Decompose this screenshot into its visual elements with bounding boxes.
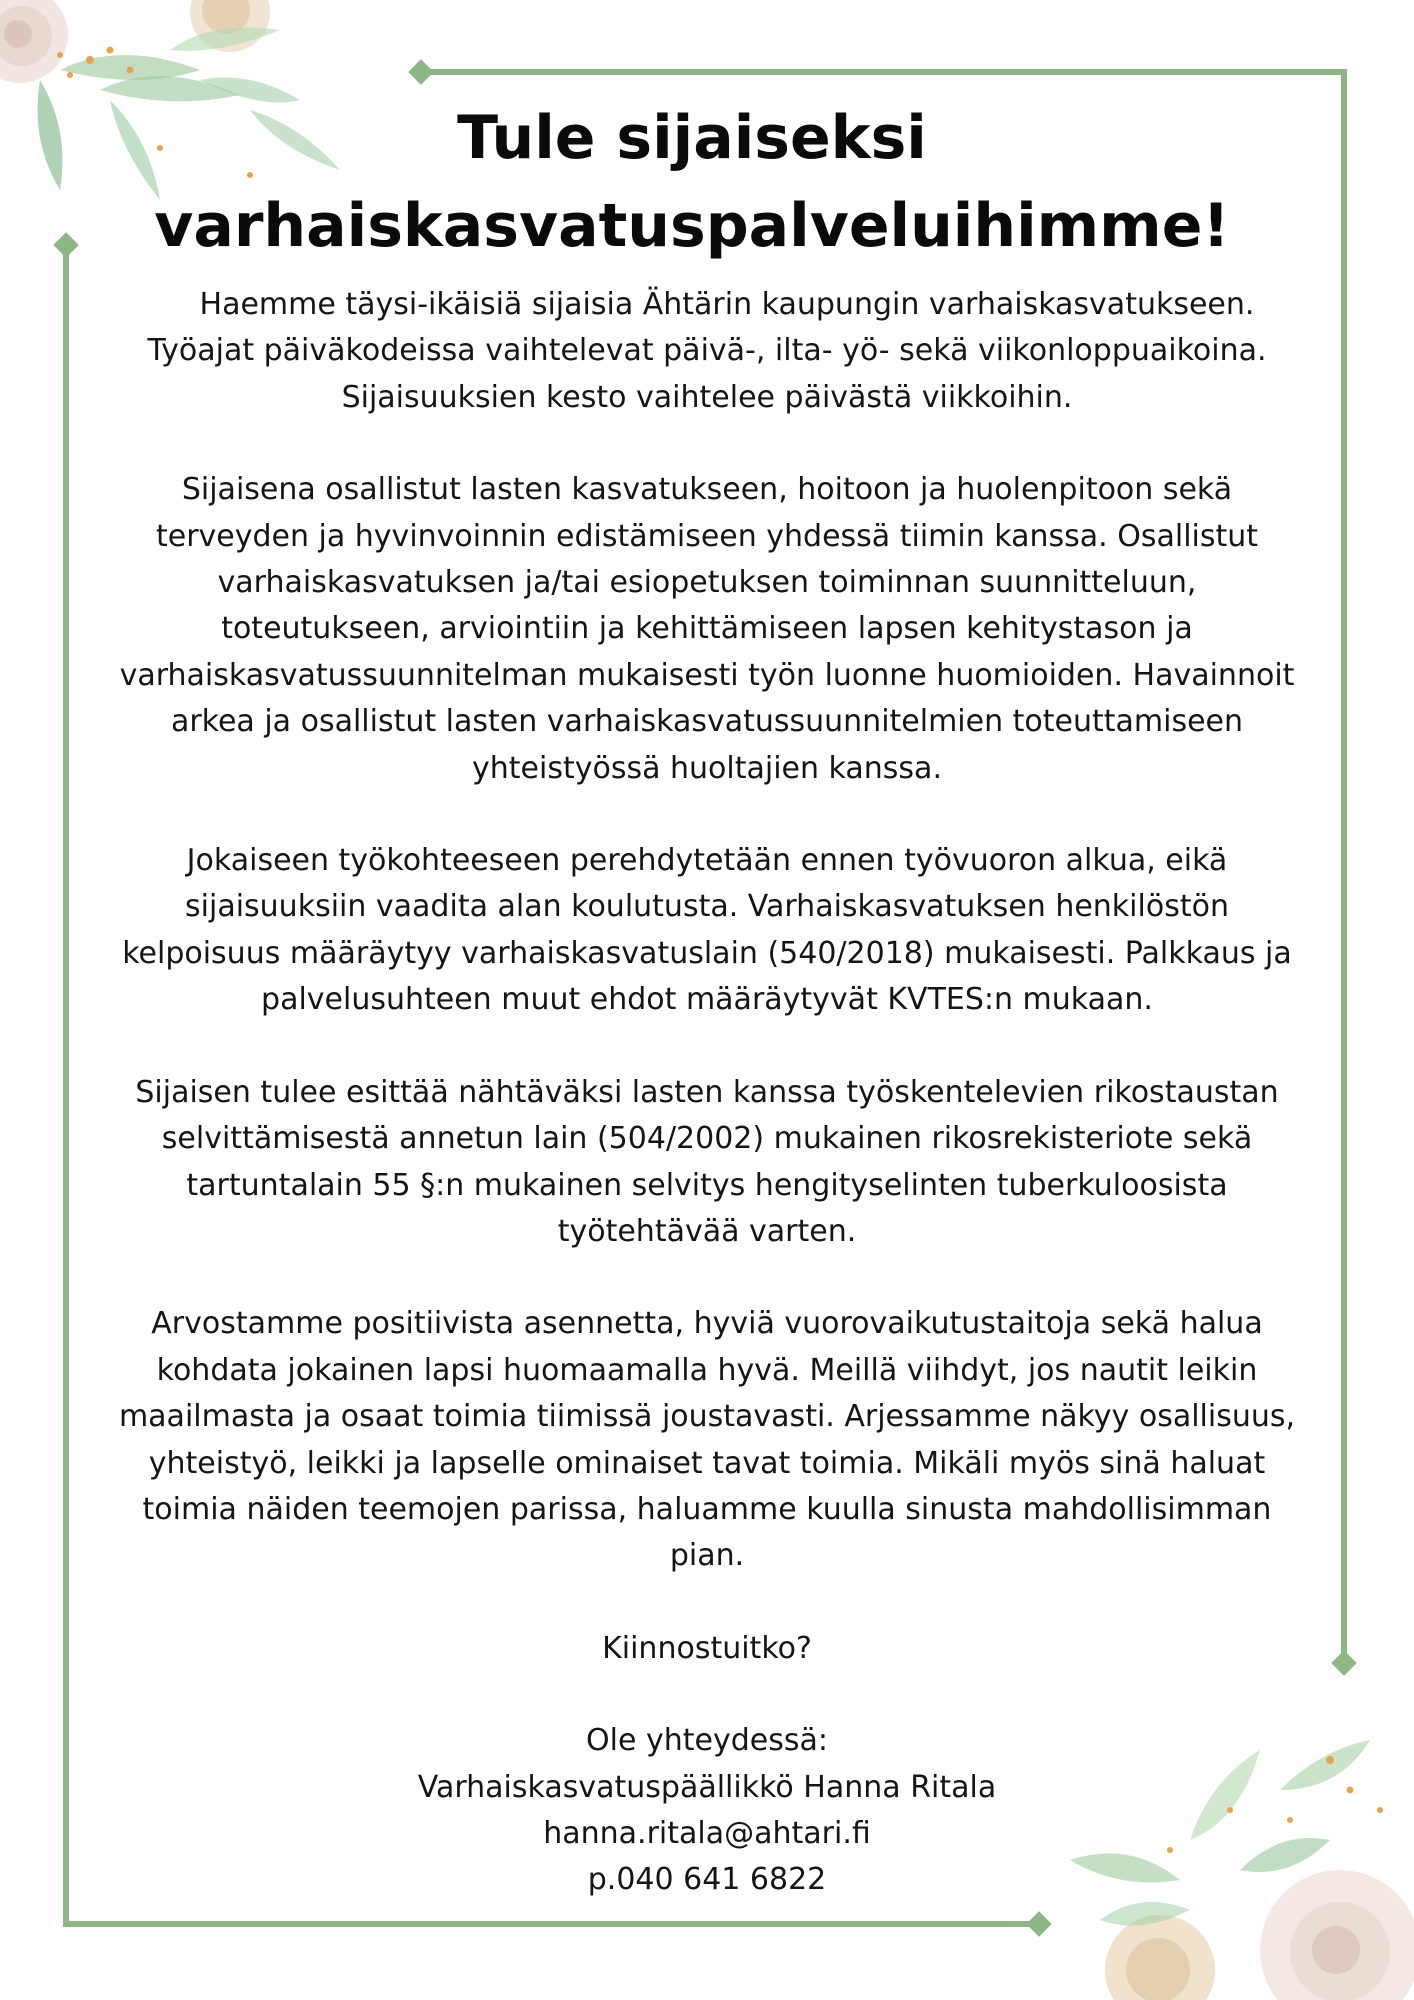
contact-email[interactable]: hanna.ritala@ahtari.fi — [543, 1815, 871, 1851]
values-paragraph: Arvostamme positiivista asennetta, hyviä vuorovaikutustaitoja sekä halua kohdata jokainen lapsi huomaamalla hyvä. Meillä viihdyt, jos nautit leikin maailmasta ja osaat toimia tiimissä joustavasti. Arjessamme näkyy osallisuus, yhteistyö, leikki ja lapselle ominaiset tavat toimia. Mikäli myös sinä haluat toimia näiden teemojen parissa, haluamme kuulla sinusta mahdollisimman pian. — [118, 1306, 1296, 1574]
intro-paragraph: Haemme täysi-ikäisiä sijaisia Ähtärin kaupungin varhaiskasvatukseen. Työajat päiväkodeissa vaihtelevat päivä-, ilta- yö- sekä viikonloppuaikoina. Sijaisuuksien kesto vaihtelee päivästä viikkoihin. — [147, 287, 1267, 415]
job-ad-body — [95, 282, 1319, 1904]
contact-phone: p.040 641 6822 — [587, 1862, 827, 1898]
frame-top-diamond — [408, 59, 433, 84]
contact-block — [95, 1718, 1319, 1904]
contact-name: Varhaiskasvatuspäällikkö Hanna Ritala — [417, 1769, 997, 1805]
page-title — [0, 94, 1414, 270]
title-line-2: varhaiskasvatuspalveluihimme! — [154, 191, 1230, 261]
frame-top-line — [422, 69, 1347, 75]
frame-left-line — [63, 244, 69, 1927]
frame-bottom-line — [63, 1921, 1038, 1927]
question-text: Kiinnostuitko? — [602, 1630, 812, 1666]
frame-right-diamond — [1331, 1650, 1356, 1675]
requirements-paragraph: Sijaisen tulee esittää nähtäväksi lasten kanssa työskentelevien rikostaustan selvittämisestä annetun lain (504/2002) mukainen rikosrekisteriote sekä tartuntalain 55 §:n mukainen selvitys hengityselinten tuberkuloosista työtehtävää varten. — [135, 1074, 1279, 1249]
title-line-1: Tule sijaiseksi — [457, 103, 927, 173]
duties-paragraph: Sijaisena osallistut lasten kasvatukseen, hoitoon ja huolenpitoon sekä terveyden ja hyvinvoinnin edistämiseen yhdessä tiimin kanssa. Osallistut varhaiskasvatuksen ja/tai esiopetuksen toiminnan suunnitteluun, toteutukseen, arviointiin ja kehittämiseen lapsen kehitystason ja varhaiskasvatussuunnitelman mukaisesti työn luonne huomioiden. Havainnoit arkea ja osallistut lasten varhaiskasvatussuunnitelmien toteuttamiseen yhteistyössä huoltajien kanssa. — [119, 472, 1295, 786]
contact-heading: Ole yhteydessä: — [586, 1723, 828, 1759]
orientation-paragraph: Jokaiseen työkohteeseen perehdytetään ennen työvuoron alkua, eikä sijaisuuksiin vaadita alan koulutusta. Varhaiskasvatuksen henkilöstön kelpoisuus määräytyy varhaiskasvatuslain (540/2018) mukaisesti. Palkkaus ja palvelusuhteen muut ehdot määräytyvät KVTES:n mukaan. — [122, 843, 1292, 1018]
frame-right-line — [1341, 69, 1347, 1665]
